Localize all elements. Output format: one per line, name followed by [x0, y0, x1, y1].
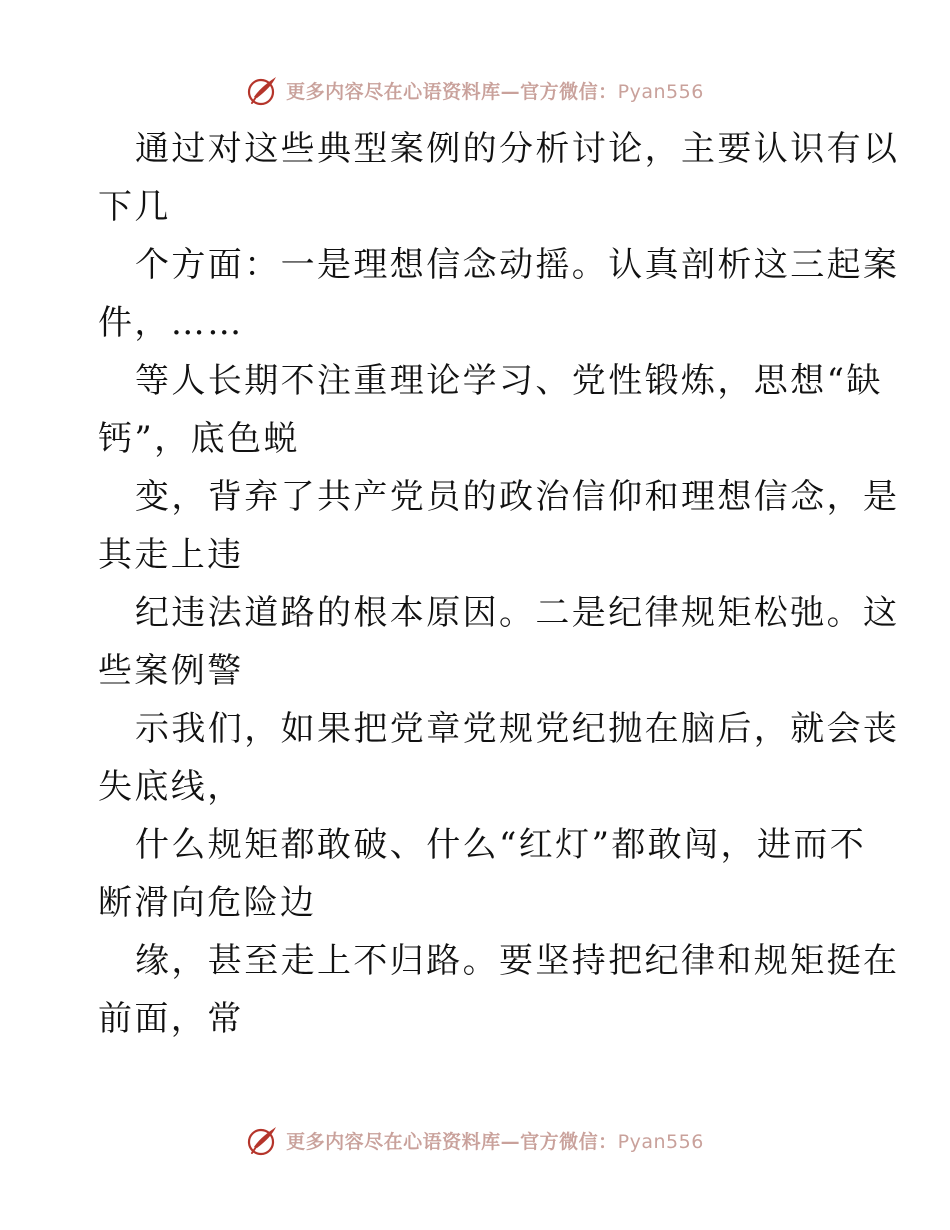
paragraph-line: 纪违法道路的根本原因。二是纪律规矩松弛。这: [135, 593, 900, 633]
paragraph-line: 通过对这些典型案例的分析讨论，主要认识有以: [135, 129, 900, 169]
quill-pen-logo-icon: [246, 73, 280, 107]
paragraph-line: 其走上违: [98, 535, 244, 575]
watermark-text: 更多内容尽在心语资料库—官方微信：Pyan556: [286, 1130, 704, 1153]
paragraph-line: 什么规矩都敢破、什么“红灯”都敢闯，进而不: [135, 825, 867, 865]
paragraph-line: 断滑向危险边: [98, 883, 317, 923]
paragraph-line: 些案例警: [98, 651, 244, 691]
footer-watermark: [0, 1120, 950, 1160]
watermark-text: 更多内容尽在心语资料库—官方微信：Pyan556: [286, 80, 704, 103]
paragraph-line: 件，……: [98, 303, 244, 343]
paragraph-line: 变，背弃了共产党员的政治信仰和理想信念，是: [135, 477, 900, 517]
paragraph-line: 示我们，如果把党章党规党纪抛在脑后，就会丧: [135, 709, 900, 749]
paragraph-line: 失底线，: [98, 767, 244, 807]
paragraph-line: 前面，常: [98, 999, 244, 1039]
paragraph-line: 钙”，底色蜕: [98, 419, 300, 459]
paragraph-line: 等人长期不注重理论学习、党性锻炼，思想“缺: [135, 361, 883, 401]
paragraph-line: 个方面：一是理想信念动摇。认真剖析这三起案: [135, 245, 900, 285]
paragraph-line: 下几: [98, 187, 171, 227]
quill-pen-logo-icon: [246, 1123, 280, 1157]
header-watermark: [0, 70, 950, 110]
paragraph-line: 缘，甚至走上不归路。要坚持把纪律和规矩挺在: [135, 941, 900, 981]
